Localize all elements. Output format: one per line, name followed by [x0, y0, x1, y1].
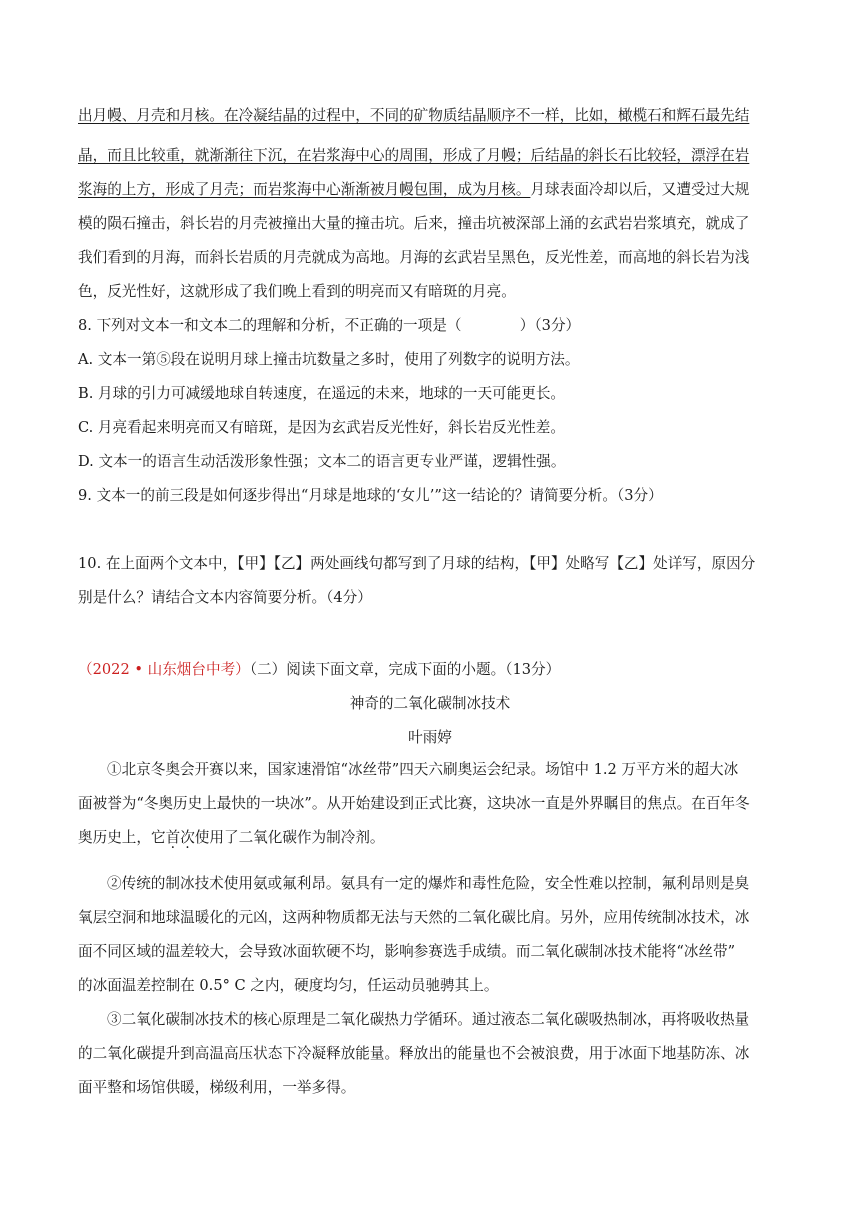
- paragraph-line: ①北京冬奥会开赛以来，国家速滑馆“冰丝带”四天六刷奥运会纪录。场馆中 1.2 万平方米的超大冰: [107, 761, 739, 778]
- paragraph-line: 的冰面温差控制在 0.5° C 之内，硬度均匀，任运动员驰骋其上。: [78, 977, 499, 994]
- option-b: B. 月球的引力可减缓地球自转速度，在遥远的未来，地球的一天可能更长。: [78, 385, 566, 402]
- option-d: D. 文本一的语言生动活泼形象性强；文本二的语言更专业严谨，逻辑性强。: [78, 453, 566, 470]
- passage-line: 色，反光性好，这就形成了我们晚上看到的明亮而又有暗斑的月亮。: [78, 283, 516, 300]
- section-header: [78, 660, 783, 680]
- passage-line: [78, 106, 783, 126]
- passage-line: 模的陨石撞击，斜长岩的月壳被撞出大量的撞击坑。后来，撞击坑被深部上涌的玄武岩岩浆填充，就成了: [78, 215, 750, 232]
- paragraph-text: 奥历史上，它: [78, 829, 166, 846]
- article-author: 叶雨婷: [408, 729, 452, 746]
- underlined-sentence: 出月幔、月壳和月核。在冷凝结晶的过程中，不同的矿物质结晶顺序不一样，比如，橄榄石和辉石最先结: [78, 107, 750, 124]
- paragraph-line: ②传统的制冰技术使用氨或氟利昂。氨具有一定的爆炸和毒性危险，安全性难以控制，氟利昂则是臭: [107, 875, 750, 892]
- paragraph-line: 面平整和场馆供暖，梯级利用，一举多得。: [78, 1079, 356, 1096]
- passage-line: [78, 146, 783, 166]
- paragraph-line: 面被誉为“冬奥历史上最快的一块冰”。从开始建设到正式比赛，这块冰一直是外界瞩目的焦点。在百年冬: [78, 795, 750, 812]
- paragraph-text: 使用了二氧化碳作为制冷剂。: [194, 829, 385, 846]
- question-8: 8. 下列对文本一和文本二的理解和分析，不正确的一项是（ ）（3分）: [78, 317, 581, 334]
- paragraph-line: 的二氧化碳提升到高温高压状态下冷凝释放能量。释放出的能量也不会被浪费，用于冰面下地基防冻、冰: [78, 1045, 750, 1062]
- question-10-line: 10. 在上面两个文本中，【甲】【乙】两处画线句都写到了月球的结构，【甲】处略写【乙】处详写，原因分: [78, 555, 756, 572]
- passage-line: [78, 180, 783, 200]
- paragraph-line: [78, 828, 783, 848]
- source-tag: （2022 • 山东烟台中考）: [78, 661, 250, 678]
- passage-text: 月球表面冷却以后，又遭受过大规: [530, 181, 750, 198]
- paragraph-line: 面不同区域的温差较大，会导致冰面软硬不均，影响参赛选手成绩。而二氧化碳制冰技术能将“冰丝带”: [78, 943, 736, 960]
- emphasis-dot-char: 首: [165, 829, 181, 846]
- emphasis-dot-char: 次: [180, 829, 195, 846]
- question-10-line: 别是什么？请结合文本内容简要分析。（4分）: [78, 589, 372, 606]
- option-c: C. 月亮看起来明亮而又有暗斑，是因为玄武岩反光性好，斜长岩反光性差。: [78, 419, 565, 436]
- underlined-sentence: 晶，而且比较重，就渐渐往下沉，在岩浆海中心的周围，形成了月幔；后结晶的斜长石比较轻，漂浮在岩: [78, 147, 750, 164]
- section-intro: （二）阅读下面文章，完成下面的小题。（13分）: [249, 661, 561, 678]
- paragraph-line: 氧层空洞和地球温暖化的元凶，这两种物质都无法与天然的二氧化碳比肩。另外，应用传统制冰技术，冰: [78, 909, 750, 926]
- option-a: A. 文本一第⑤段在说明月球上撞击坑数量之多时，使用了列数字的说明方法。: [78, 351, 580, 368]
- underlined-sentence: 浆海的上方，形成了月壳；而岩浆海中心渐渐被月幔包围，成为月核。: [78, 181, 531, 198]
- article-title: 神奇的二氧化碳制冰技术: [349, 695, 511, 712]
- passage-line: 我们看到的月海，而斜长岩质的月壳就成为高地。月海的玄武岩呈黑色，反光性差，而高地的斜长岩为浅: [78, 249, 750, 266]
- question-9: 9. 文本一的前三段是如何逐步得出“月球是地球的‘女儿’”这一结论的？请简要分析。（3分）: [78, 487, 663, 504]
- paragraph-line: ③二氧化碳制冰技术的核心原理是二氧化碳热力学循环。通过液态二氧化碳吸热制冰，再将吸收热量: [107, 1011, 750, 1028]
